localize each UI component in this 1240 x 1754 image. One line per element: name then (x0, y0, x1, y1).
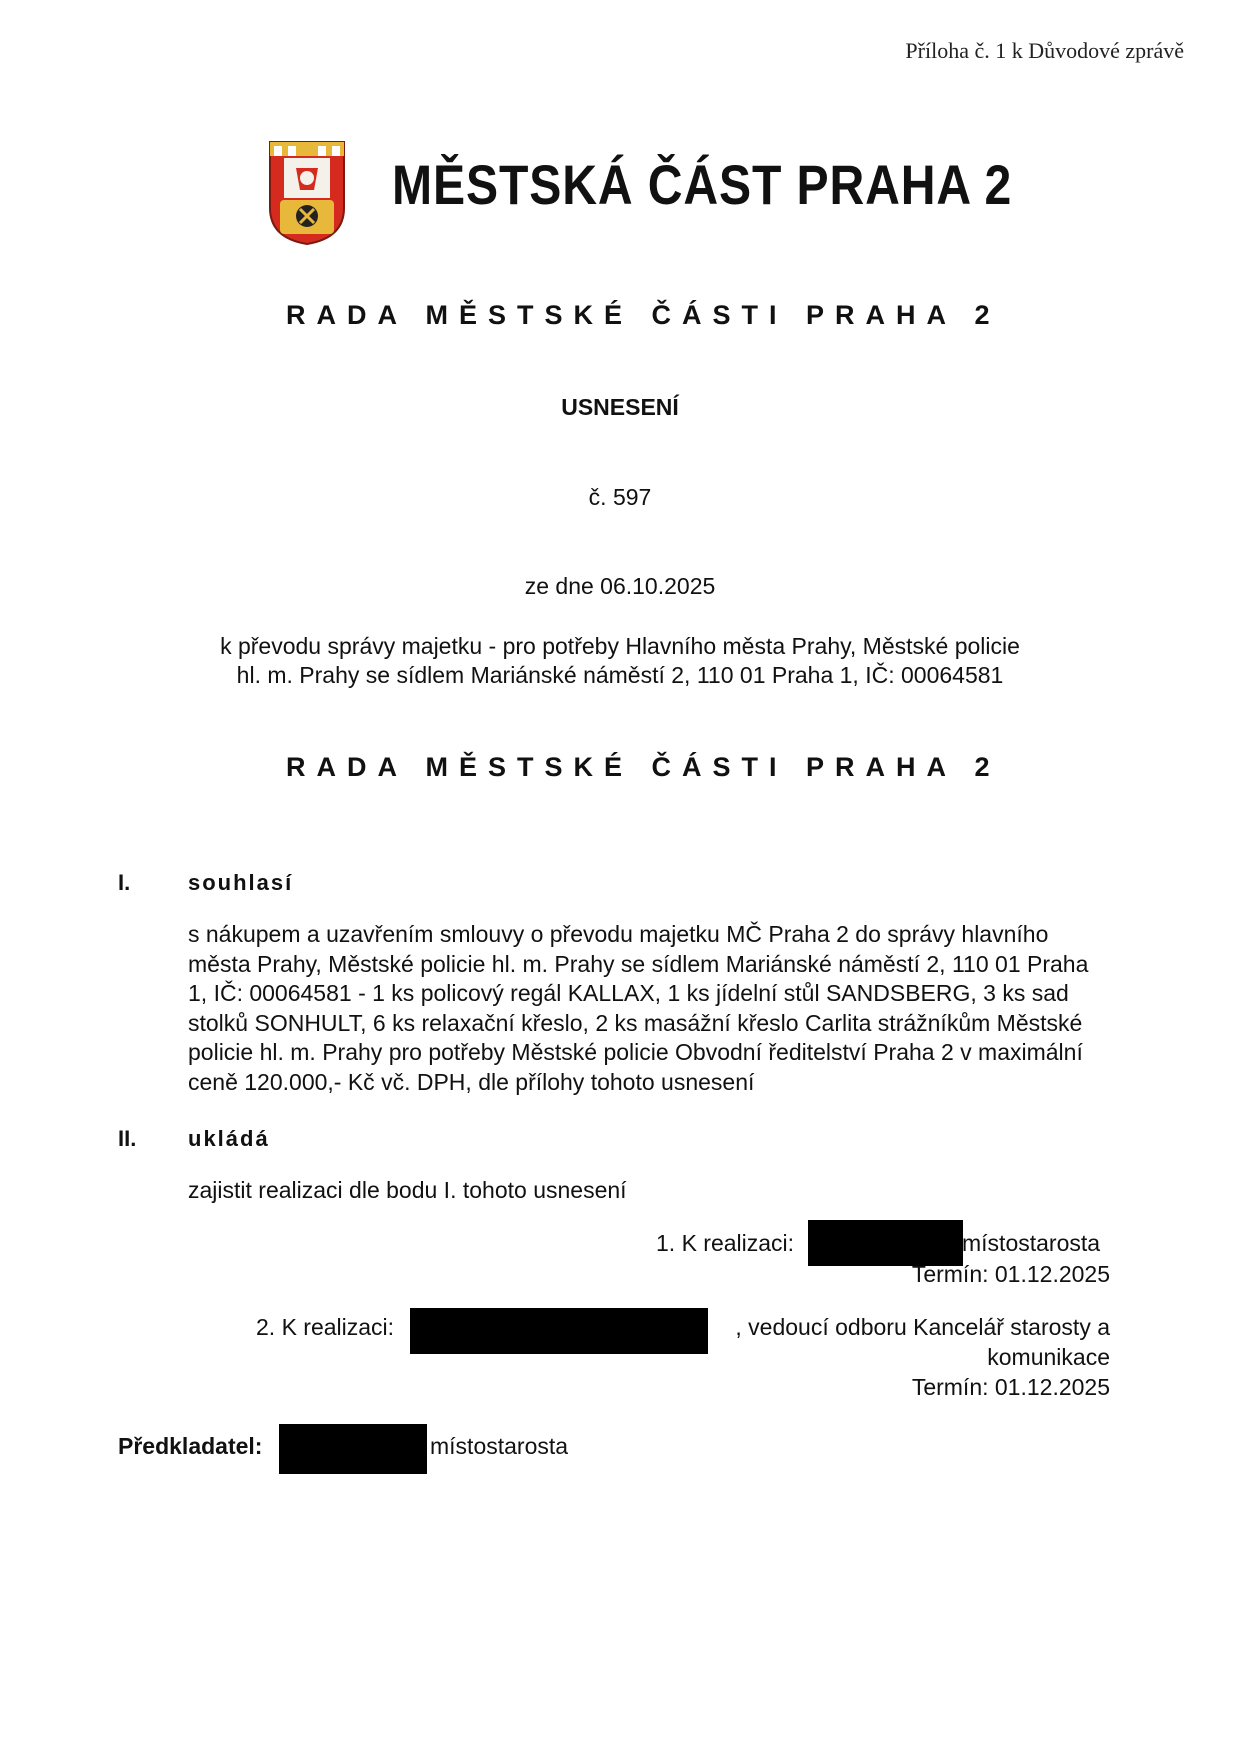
council-title-repeat: RADA MĚSTSKÉ ČÁSTI PRAHA 2 (286, 752, 1001, 782)
subject-line-1: k převodu správy majetku - pro potřeby Hlavního města Prahy, Městské policie (220, 633, 1020, 659)
realization-label: 1. K realizaci: (656, 1230, 795, 1256)
org-title: MĚSTSKÁ ČÁST PRAHA 2 (392, 153, 1013, 216)
section-numeral: I. (118, 870, 131, 895)
realization-label: 2. K realizaci: (256, 1314, 395, 1340)
section-text: zajistit realizaci dle bodu I. tohoto usnesení (188, 1177, 627, 1203)
section-heading: souhlasí (188, 870, 294, 895)
realization-role: místostarosta (962, 1230, 1101, 1256)
realization-role-continued: komunikace (987, 1344, 1110, 1370)
redaction-block (410, 1308, 708, 1354)
subject (0, 632, 1240, 690)
section-text: s nákupem a uzavřením smlouvy o převodu majetku MČ Praha 2 do správy hlavního města Prahy, Městské policie hl. m. Prahy se sídlem Mariánské náměstí 2, 110 01 Praha 1, IČ: 00064581 - 1 ks policový regál KALLAX, 1 ks jídelní stůl SANDSBERG, 3 ks sad stolků SONHULT, 6 ks relaxační křeslo, 2 ks masážní křeslo Carlita strážníkům Městské policie hl. m. Prahy pro potřeby Městské policie Obvodní ředitelství Praha 2 v maximální ceně 120.000,- Kč vč. DPH, dle přílohy tohoto usnesení (188, 921, 1089, 1095)
section-numeral: II. (118, 1126, 137, 1151)
submitter-label: Předkladatel: (118, 1433, 263, 1459)
document-date: ze dne 06.10.2025 (524, 573, 716, 599)
document-number: č. 597 (588, 484, 652, 510)
section-heading: ukládá (188, 1126, 270, 1151)
council-title: RADA MĚSTSKÉ ČÁSTI PRAHA 2 (286, 300, 1001, 330)
realization-role: , vedoucí odboru Kancelář starosty a (735, 1314, 1110, 1340)
document-type: USNESENÍ (561, 394, 679, 420)
submitter-role: místostarosta (430, 1433, 569, 1459)
subject-line-2: hl. m. Prahy se sídlem Mariánské náměstí 2, 110 01 Praha 1, IČ: 00064581 (236, 662, 1004, 688)
realization-term: Termín: 01.12.2025 (911, 1261, 1110, 1287)
redaction-block (279, 1424, 427, 1474)
redaction-block (808, 1220, 963, 1266)
realization-term: Termín: 01.12.2025 (911, 1374, 1110, 1400)
attachment-note: Příloha č. 1 k Důvodové zprávě (905, 38, 1184, 63)
prague-2-coat-of-arms-icon (266, 138, 348, 246)
